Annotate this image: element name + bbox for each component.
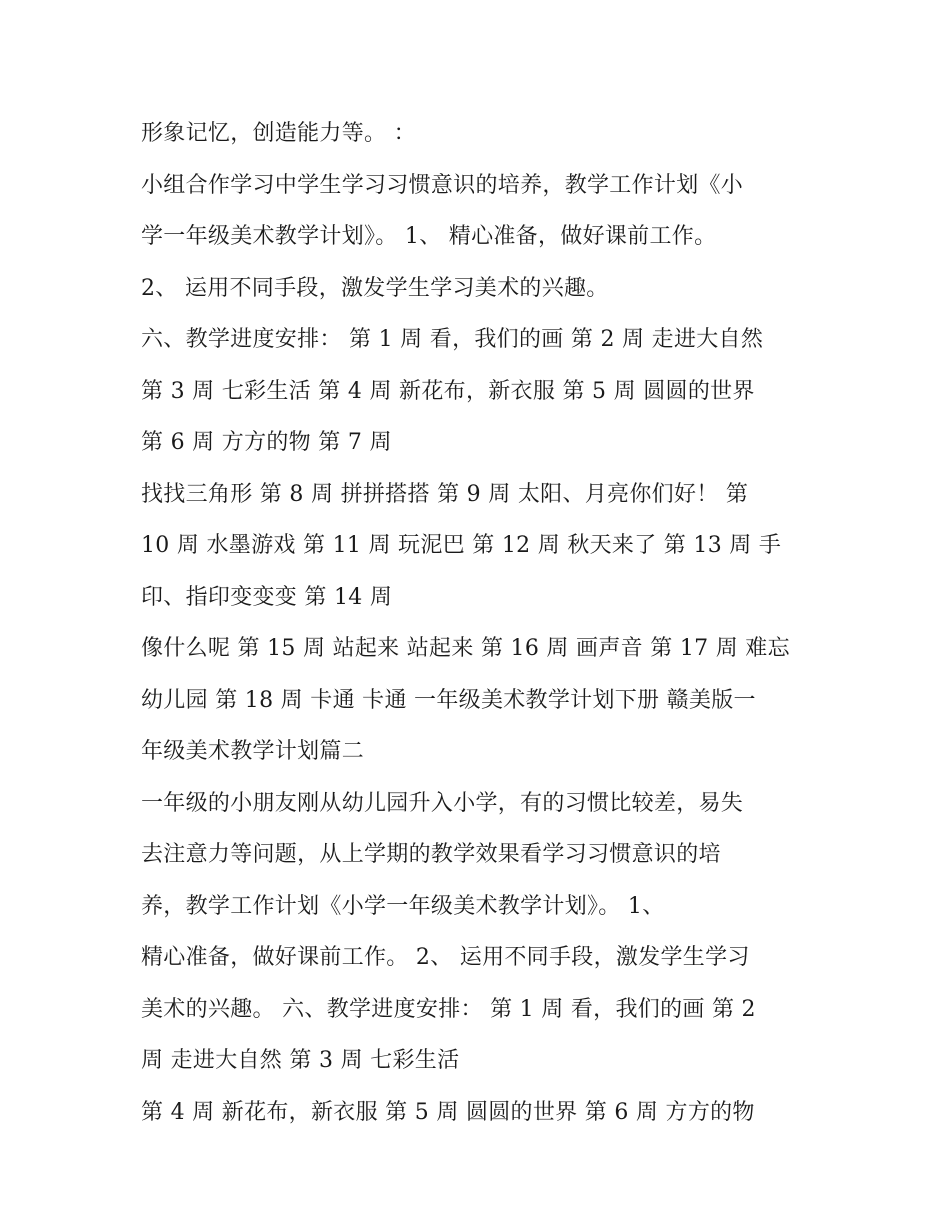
- text-line: 第 6 周 方方的物 第 7 周: [141, 430, 392, 455]
- text-line: 一年级的小朋友刚从幼儿园升入小学，有的习惯比较差，易失: [141, 790, 744, 816]
- document-body: [141, 108, 821, 1138]
- text-line: 2、 运用不同手段，激发学生学习美术的兴趣。: [141, 275, 609, 301]
- text-line: 10 周 水墨游戏 第 11 周 玩泥巴 第 12 周 秋天来了 第 13 周 手: [141, 533, 782, 558]
- text-line: 第 3 周 七彩生活 第 4 周 新花布，新衣服 第 5 周 圆圆的世界: [141, 378, 755, 404]
- text-line: 小组合作学习中学生学习习惯意识的培养，教学工作计划《小: [141, 172, 744, 198]
- text-line: 周 走进大自然 第 3 周 七彩生活: [141, 1048, 460, 1073]
- text-line: 像什么呢 第 15 周 站起来 站起来 第 16 周 画声音 第 17 周 难忘: [141, 636, 790, 661]
- text-line: 形象记忆，创造能力等。 ：: [141, 121, 416, 146]
- text-line: 学一年级美术教学计划》。 1、 精心准备，做好课前工作。: [141, 224, 717, 249]
- text-line: 去注意力等问题，从上学期的教学效果看学习习惯意识的培: [141, 842, 721, 867]
- text-line: 养，教学工作计划《小学一年级美术教学计划》。 1、: [141, 893, 665, 919]
- text-line: 年级美术教学计划篇二: [141, 739, 365, 764]
- text-line: 幼儿园 第 18 周 卡通 卡通 一年级美术教学计划下册 赣美版一: [141, 687, 756, 713]
- text-line: 美术的兴趣。 六、教学进度安排： 第 1 周 看，我们的画 第 2: [141, 996, 756, 1022]
- text-line: 六、教学进度安排： 第 1 周 看，我们的画 第 2 周 走进大自然: [141, 327, 764, 352]
- text-line: 找找三角形 第 8 周 拼拼搭搭 第 9 周 太阳、月亮你们好！ 第: [141, 481, 749, 507]
- text-line: 印、指印变变变 第 14 周: [141, 584, 393, 610]
- text-line: 精心准备，做好课前工作。 2、 运用不同手段，激发学生学习: [141, 945, 750, 970]
- text-line: 第 4 周 新花布，新衣服 第 5 周 圆圆的世界 第 6 周 方方的物: [141, 1099, 755, 1125]
